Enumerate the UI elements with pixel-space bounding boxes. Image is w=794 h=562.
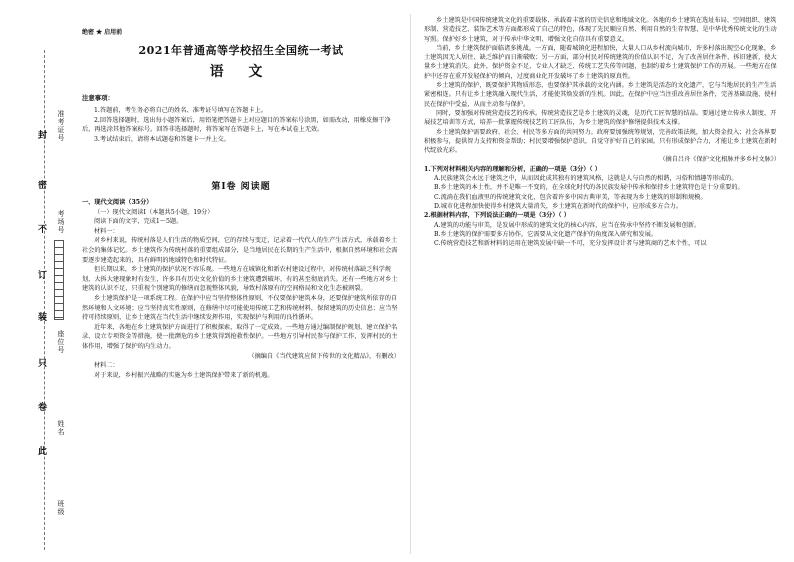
notes-list [82, 106, 400, 144]
right-column [424, 16, 780, 248]
note-item: 2.回答选择题时，选出每小题答案后，用铅笔把答题卡上对应题目的答案标号涂黑，如需改动，用橡皮擦干净后，再选涂其他答案标号。回答非选择题时，将答案写在答题卡上，写在本试卷上无效。 [82, 116, 391, 134]
question-1-option-b: B.乡土建筑的本土性，并不是唯一不变的，在全球化时代的各民族发展中传承和保持乡土建筑特色是十分重要的。 [434, 184, 744, 192]
seal-char: 订 [38, 271, 48, 281]
seal-char: 卷 [38, 403, 48, 413]
paragraph: 近年来，各地在乡土建筑保护方面进行了积极探索，取得了一定成效。一些地方通过编制保护规划、建立保护名录、设立专项资金等措施，使一批濒危的乡土建筑得到抢救性保护。一些地方引导村民参与保护工作，发挥村民的主体作用，增强了保护的内生动力。 [82, 323, 398, 350]
subject-title: 语 文 [209, 64, 273, 80]
field-class: 班级 [57, 500, 65, 516]
material-label: 材料一： [94, 227, 119, 235]
source-citation: （摘自吕舟《保护文化根脉并多乡村文脉》） [659, 156, 780, 164]
question-1-option-a: A.民族建筑会永远于建筑之中，从而因此成其独有的建筑风格，这就是人与自然的相谐，习俗和情趣等形成的。 [434, 175, 738, 183]
paragraph: 乡土建筑的保护，既要保护其物质形态，也要保护其承载的文化内涵。乡土建筑是活态的文化遗产，它与当地居民的生产生活紧密相连。只有让乡土建筑融入现代生活，才能使其焕发新的生机。因此，在保护中应当注重改善居住条件，完善基础设施，使村民在保护中受益，从而主动参与保护。 [424, 82, 777, 108]
question-2-stem: 2.根据材料内容，下列说法正确的一项是（3分）（ ） [424, 212, 570, 220]
seal-char: 此 [38, 447, 48, 457]
paragraph: 同时，要加强对传统营造技艺的传承。传统营造技艺是乡土建筑的灵魂，是历代工匠智慧的结晶。要通过建立传承人制度、开展技艺培训等方式，培养一批掌握传统技艺的工匠队伍，为乡土建筑的保护修缮提供技术支撑。 [424, 109, 777, 127]
instruction: 阅读下面的文字，完成1～5题。 [94, 218, 183, 226]
source-citation: （摘编自《当代建筑应留下传世的文化精品》，有删改） [248, 352, 400, 360]
barcode-box [54, 240, 64, 320]
paragraph: 乡土建筑是中国传统建筑文化的重要载体，承载着丰富的历史信息和地域文化。各地的乡土建筑在选址布局、空间组织、建筑形制、营造技艺、装饰艺术等方面都形成了自己的特色，体现了先民顺应自然、利用自然的生存智慧，是中华优秀传统文化的生动写照。保护好乡土建筑，对于传承中华文明、增强文化自信具有重要意义。 [424, 17, 777, 43]
material-label: 材料二： [94, 362, 119, 370]
question-2-option-a: A.建筑的功能与审美，是发展中形成的建筑文化的核心内容，应当在传承中坚持不断发展和创新。 [434, 221, 701, 229]
secret-label: 绝密 ★ 启用前 [82, 29, 123, 36]
field-seat-number: 座位号 [57, 330, 65, 354]
question-2-option-b: B.乡土建筑的保护需要多方协作，它需要从文化遗产保护的角度深入研究和发展。 [434, 230, 658, 238]
exam-title: 2021年普通高等学校招生全国统一考试 [138, 44, 344, 57]
paragraph: 对于来说，乡村振兴战略的实施为乡土建筑保护带来了新的机遇。 [94, 371, 274, 379]
question-2-option-c: C.传统营造技艺和新材料的运用在建筑发展中缺一不可，充分发挥设计者与建筑商的艺术个性，可以 [434, 240, 707, 248]
field-room-number: 考场号 [57, 210, 65, 234]
paragraph: 对乡村来说，传统村落是人们生活的物质空间，它的存续与变迁，记录着一代代人的生产生活方式，承载着乡土社会的集体记忆。乡土建筑作为传统村落的重要组成部分，是当地居民在长期的生产生活中，根据自然环境和社会需要逐步建造起来的，具有鲜明的地域特色和时代特征。 [82, 237, 398, 264]
seal-line [44, 50, 45, 550]
section-heading: 一、现代文阅读（35分） [82, 199, 153, 206]
note-item: 3.考试结束后，请将本试题卷和答题卡一并上交。 [94, 135, 230, 143]
reading-body-left [82, 198, 400, 380]
field-exam-number: 准考证号 [57, 110, 65, 142]
seal-char: 不 [38, 225, 48, 235]
paragraph: 乡土建筑保护需要政府、社会、村民等多方面的共同努力。政府要加强统筹规划，完善政策法规，加大资金投入；社会各界要积极参与，提供智力支持和资金帮助；村民要增强保护意识，自觉守护好自己的家园。只有形成保护合力，才能让乡土建筑在新时代绽放光彩。 [424, 128, 777, 155]
binding-margin [0, 0, 78, 562]
notes-heading: 注意事项： [82, 94, 114, 102]
seal-char: 密 [38, 181, 48, 191]
seal-char: 封 [38, 131, 48, 141]
column-divider [410, 14, 411, 554]
question-1-stem: 1.下列对材料相关内容的理解和分析，正确的一项是（3分）（ ） [424, 165, 601, 173]
part-title: 第Ⅰ卷 阅读题 [211, 182, 271, 192]
subsection-heading: （一）现代文阅读Ⅰ（本题共5小题，19分） [94, 208, 214, 216]
question-1-option-c: C.流淌在我们血液里的传统建筑文化，包含着许多中国古典审美，等表现为乡土建筑的形制和规模。 [434, 193, 707, 201]
paragraph: 但长期以来，乡土建筑的保护状况不容乐观。一些地方在城镇化和新农村建设过程中，对传统村落缺乏科学规划，大拆大建现象时有发生，许多具有历史文化价值的乡土建筑遭到破坏，有的甚至彻底消失。还有一些地方对乡土建筑的认识不足，只重视个别建筑的修缮而忽视整体风貌，导致村落原有的空间格局和文化生态被割裂。 [82, 266, 398, 293]
seal-char: 装 [38, 313, 48, 323]
field-name: 姓名 [57, 420, 65, 436]
note-item: 1.答题前，考生务必将自己的姓名、准考证号填写在答题卡上。 [94, 107, 267, 114]
paragraph: 乡土建筑保护是一项系统工程。在保护中应当坚持整体性原则，不仅要保护建筑本身，还要保护建筑所依存的自然环境和人文环境；应当坚持真实性原则，在修缮中尽可能使用传统工艺和传统材料，保留建筑的历史信息；应当坚持可持续原则，让乡土建筑在当代生活中继续发挥作用，实现保护与利用的良性循环。 [82, 294, 398, 322]
paragraph: 当前，乡土建筑保护面临诸多挑战。一方面，随着城镇化进程加快，大量人口从乡村流向城市，许多村落出现空心化现象，乡土建筑因无人居住、缺乏维护而日渐破败；另一方面，部分村民对传统建筑的价值认识不足，为了改善居住条件，拆旧建新，使大量乡土建筑消失。此外，保护资金不足、专业人才缺乏、传统工艺失传等问题，也制约着乡土建筑保护工作的开展。一些地方在保护中还存在重开发轻保护的倾向，过度商业化开发破坏了乡土建筑的原真性。 [424, 44, 777, 80]
question-1-option-d: D.城市化进程加快使得乡村建筑大量消失，乡土建筑在新时代的保护中，应形成多方合力。 [434, 202, 683, 210]
seal-char: 只 [38, 359, 48, 369]
